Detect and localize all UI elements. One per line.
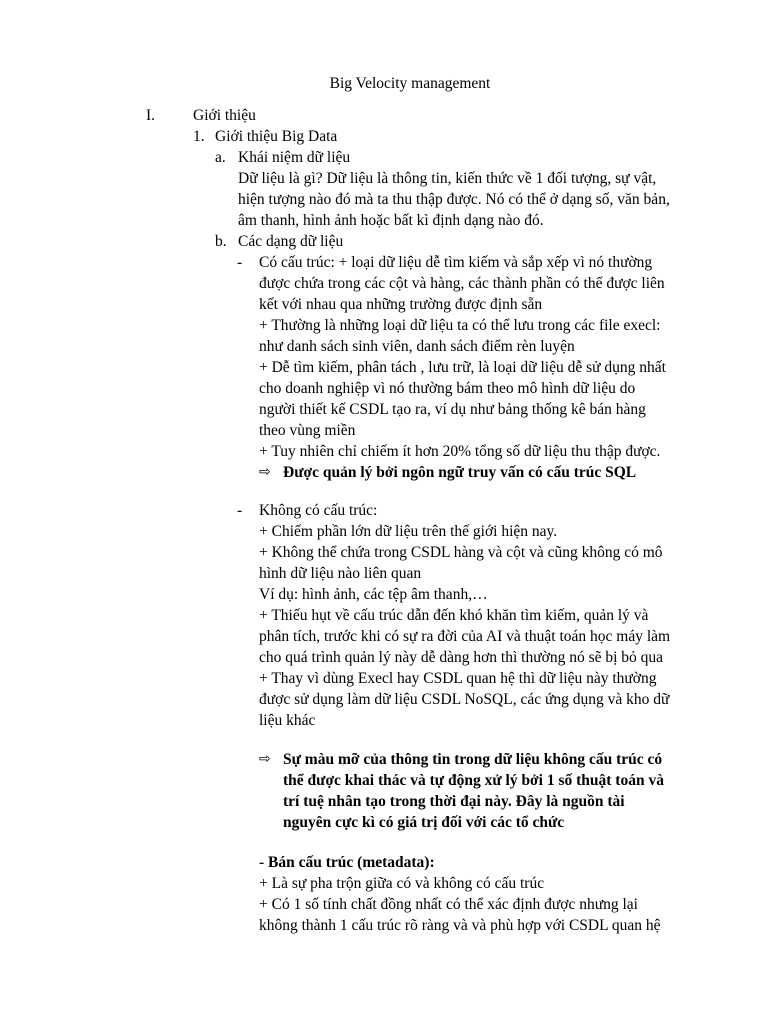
paragraph-line: cho quá trình quản lý này dễ dàng hơn thì thường nó sẽ bị bỏ qua xyxy=(259,649,664,666)
paragraph-line: hình dữ liệu nào liên quan xyxy=(259,565,422,582)
paragraph-line: + Tuy nhiên chỉ chiếm ít hơn 20% tổng số dữ liệu thu thập được. xyxy=(259,443,661,460)
paragraph-line: theo vùng miền xyxy=(259,422,356,439)
item-a-heading: Khái niệm dữ liệu xyxy=(238,149,351,166)
paragraph-line: + Chiếm phần lớn dữ liệu trên thế giới hiện nay. xyxy=(259,523,558,540)
conclusion-line: trí tuệ nhân tạo trong thời đại này. Đây là nguồn tài xyxy=(283,793,625,810)
section-numeral: I. xyxy=(146,107,156,124)
paragraph-line: người thiết kế CSDL tạo ra, ví dụ như bảng thống kê bán hàng xyxy=(259,401,646,418)
conclusion-text: Được quản lý bởi ngôn ngữ truy vấn có cấu trúc SQL xyxy=(283,464,637,481)
paragraph-line: liệu khác xyxy=(259,712,316,729)
paragraph-line: Có cấu trúc: + loại dữ liệu dễ tìm kiếm và sắp xếp vì nó thường xyxy=(259,254,653,271)
subsection-heading: Giới thiệu Big Data xyxy=(215,128,338,145)
item-b-heading: Các dạng dữ liệu xyxy=(238,233,344,250)
paragraph-line: + Là sự pha trộn giữa có và không có cấu trúc xyxy=(259,875,545,892)
section-heading: Giới thiệu xyxy=(193,107,256,124)
arrow-right-icon: ⇨ xyxy=(259,464,271,480)
paragraph-line: như danh sách sinh viên, danh sách điểm rèn luyện xyxy=(259,338,575,355)
item-b-letter: b. xyxy=(215,233,227,250)
unstructured-body xyxy=(259,500,709,731)
paragraph-line: + Thiếu hụt về cấu trúc dẫn đến khó khăn tìm kiếm, quản lý và xyxy=(259,607,649,624)
bullet-dash: - xyxy=(237,502,243,519)
document-title: Big Velocity management xyxy=(329,75,491,92)
semi-heading: - Bán cấu trúc (metadata): xyxy=(259,854,435,871)
item-a-letter: a. xyxy=(215,149,226,166)
paragraph-line: + Không thể chứa trong CSDL hàng và cột và cũng không có mô xyxy=(259,544,663,561)
paragraph-line: + Có 1 số tính chất đồng nhất có thể xác định được nhưng lại xyxy=(259,896,638,913)
paragraph-line: kết với nhau qua những trường được định sẵn xyxy=(259,296,543,313)
item-a-body xyxy=(238,168,688,231)
paragraph-line: + Thay vì dùng Execl hay CSDL quan hệ thì dữ liệu này thường xyxy=(259,670,657,687)
paragraph-line: hiện tượng nào đó mà ta thu thập được. Nó có thể ở dạng số, văn bản, xyxy=(238,191,670,208)
arrow-right-icon: ⇨ xyxy=(259,751,271,767)
structured-conclusion xyxy=(259,462,699,483)
paragraph-line: cho doanh nghiệp vì nó thường bám theo mô hình dữ liệu do xyxy=(259,380,636,397)
conclusion-line: Sự màu mỡ của thông tin trong dữ liệu không cấu trúc có xyxy=(283,751,663,768)
paragraph-line: Không có cấu trúc: xyxy=(259,502,378,519)
paragraph-line: được chứa trong các cột và hàng, các thành phần có thể được liên xyxy=(259,275,665,292)
structured-body xyxy=(259,252,709,462)
paragraph-line: phân tích, trước khi có sự ra đời của AI và thuật toán học máy làm xyxy=(259,628,671,645)
paragraph-line: không thành 1 cấu trúc rõ ràng và và phù hợp với CSDL quan hệ xyxy=(259,917,661,934)
bullet-dash: - xyxy=(237,254,243,271)
subsection-number: 1. xyxy=(193,128,205,145)
conclusion-line: nguyên cực kì có giá trị đối với các tổ chức xyxy=(283,814,565,831)
paragraph-line: âm thanh, hình ảnh hoặc bất kì định dạng nào đó. xyxy=(238,212,544,229)
paragraph-line: + Dễ tìm kiếm, phân tách , lưu trữ, là loại dữ liệu dễ sử dụng nhất xyxy=(259,359,666,376)
paragraph-line: Dữ liệu là gì? Dữ liệu là thông tin, kiến thức về 1 đối tượng, sự vật, xyxy=(238,170,657,187)
paragraph-line: được sử dụng làm dữ liệu CSDL NoSQL, các ứng dụng và kho dữ xyxy=(259,691,670,708)
semi-structured-body xyxy=(259,852,709,936)
conclusion-line: thể được khai thác và tự động xử lý bởi 1 số thuật toán và xyxy=(283,772,664,789)
unstructured-conclusion xyxy=(259,749,699,833)
paragraph-line: + Thường là những loại dữ liệu ta có thể lưu trong các file execl: xyxy=(259,317,661,334)
paragraph-line: Ví dụ: hình ảnh, các tệp âm thanh,… xyxy=(259,586,488,603)
